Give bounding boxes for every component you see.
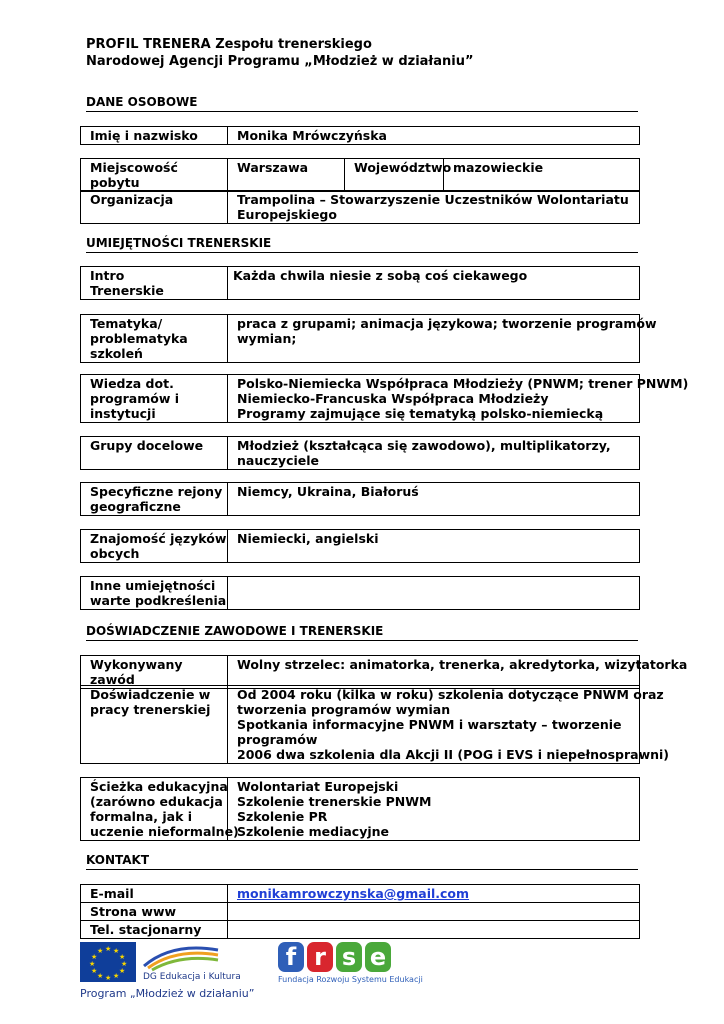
languages-value: Niemiecki, angielski xyxy=(228,530,640,563)
frse-caption: Fundacja Rozwoju Systemu Edukacji xyxy=(278,975,423,984)
other-skills-table xyxy=(80,576,640,610)
topics-label-line: Tematyka/ xyxy=(90,316,163,331)
training-line: 2006 dwa szkolenia dla Akcji II (POG i EVS i niepełnosprawni) xyxy=(237,747,670,762)
topics-line: praca z grupami; animacja językowa; tworzenie programów xyxy=(237,316,657,331)
province-label: Województwo xyxy=(345,159,444,192)
languages-table xyxy=(80,529,640,563)
city-value: Warszawa xyxy=(228,159,345,192)
intro-label-line: Intro xyxy=(90,268,125,283)
knowledge-line: Niemiecko-Francuska Współpraca Młodzieży xyxy=(237,391,549,406)
program-caption: Program „Młodzież w działaniu” xyxy=(80,987,255,1000)
organization-label: Organizacja xyxy=(81,191,228,224)
document-title-line-1: PROFIL TRENERA Zespołu trenerskiego xyxy=(86,37,372,52)
education-label xyxy=(81,778,239,841)
organization-value xyxy=(228,191,640,224)
section-heading-experience: DOŚWIADCZENIE ZAWODOWE I TRENERSKIE xyxy=(86,624,638,641)
training-line: programów xyxy=(237,732,318,747)
job-table xyxy=(80,655,688,689)
name-label: Imię i nazwisko xyxy=(81,127,228,145)
education-line: Szkolenie mediacyjne xyxy=(237,824,390,839)
regions-label-line: geograficzne xyxy=(90,499,181,514)
www-label: Strona www xyxy=(81,903,228,921)
training-label-line: Doświadczenie w xyxy=(90,687,211,702)
section-heading-contact: KONTAKT xyxy=(86,853,638,870)
eu-flag-logo: ★ ★ ★ ★ ★ ★ ★ ★ ★ ★ ★ ★ xyxy=(80,942,136,982)
training-value xyxy=(228,686,670,764)
section-heading-skills: UMIEJĘTNOŚCI TRENERSKIE xyxy=(86,236,638,253)
intro-label xyxy=(81,267,228,300)
languages-label-line: obcych xyxy=(90,546,140,561)
email-link[interactable]: monikamrowczynska@gmail.com xyxy=(237,886,470,901)
training-label xyxy=(81,686,228,764)
topics-table xyxy=(80,314,657,363)
www-value xyxy=(228,903,640,921)
regions-value: Niemcy, Ukraina, Białoruś xyxy=(228,483,640,516)
other-skills-value xyxy=(228,577,640,610)
education-line: Wolontariat Europejski xyxy=(237,779,399,794)
other-skills-label-line: Inne umiejętności xyxy=(90,578,216,593)
phone-label: Tel. stacjonarny xyxy=(81,921,228,939)
education-label-line: Ścieżka edukacyjna xyxy=(90,779,228,794)
dg-caption: DG Edukacja i Kultura xyxy=(143,972,241,982)
name-value: Monika Mrówczyńska xyxy=(228,127,640,145)
section-heading-personal: DANE OSOBOWE xyxy=(86,95,638,112)
other-skills-label xyxy=(81,577,228,610)
groups-value xyxy=(228,437,640,470)
email-label: E-mail xyxy=(81,885,228,903)
knowledge-line: Polsko-Niemiecka Współpraca Młodzieży (PNWM; trener PNWM) xyxy=(237,376,689,391)
topics-label-line: szkoleń xyxy=(90,346,143,361)
languages-label xyxy=(81,530,228,563)
regions-label-line: Specyficzne rejony xyxy=(90,484,223,499)
knowledge-label xyxy=(81,375,228,423)
frse-logo-s: s xyxy=(336,942,362,972)
education-label-line: (zarówno edukacja xyxy=(90,794,223,809)
intro-value: Każda chwila niesie z sobą coś ciekawego xyxy=(228,267,640,300)
job-value: Wolny strzelec: animatorka, trenerka, akredytorka, wizytatorka xyxy=(228,656,640,689)
knowledge-table xyxy=(80,374,689,423)
name-table xyxy=(80,126,640,145)
intro-table xyxy=(80,266,640,300)
knowledge-line: Programy zajmujące się tematyką polsko-niemiecką xyxy=(237,406,604,421)
regions-label xyxy=(81,483,228,516)
intro-label-line: Trenerskie xyxy=(90,283,164,298)
job-label: Wykonywany zawód xyxy=(81,656,228,689)
education-label-line: uczenie nieformalne) xyxy=(90,824,239,839)
knowledge-value xyxy=(228,375,689,423)
education-line: Szkolenie trenerskie PNWM xyxy=(237,794,432,809)
knowledge-label-line: programów i xyxy=(90,391,180,406)
organization-line: Europejskiego xyxy=(237,207,337,222)
education-value xyxy=(228,778,640,841)
knowledge-label-line: Wiedza dot. xyxy=(90,376,174,391)
topics-line: wymian; xyxy=(237,331,297,346)
contact-table xyxy=(80,884,640,939)
other-skills-label-line: warte podkreślenia xyxy=(90,593,227,608)
organization-table xyxy=(80,190,640,224)
frse-logo-r: r xyxy=(307,942,333,972)
city-label: Miejscowość pobytu xyxy=(81,159,228,192)
province-value: mazowieckie xyxy=(444,159,640,192)
topics-label xyxy=(81,315,228,363)
youth-in-action-logo xyxy=(142,944,220,970)
document-title-line-2: Narodowej Agencji Programu „Młodzież w działaniu” xyxy=(86,54,474,69)
training-line: Od 2004 roku (kilka w roku) szkolenia dotyczące PNWM oraz xyxy=(237,687,664,702)
groups-table xyxy=(80,436,640,470)
topics-label-line: problematyka xyxy=(90,331,188,346)
training-line: tworzenia programów wymian xyxy=(237,702,451,717)
location-table xyxy=(80,158,640,192)
regions-table xyxy=(80,482,640,516)
groups-label: Grupy docelowe xyxy=(81,437,228,470)
email-cell xyxy=(228,885,640,903)
languages-label-line: Znajomość języków xyxy=(90,531,227,546)
phone-value xyxy=(228,921,640,939)
education-line: Szkolenie PR xyxy=(237,809,328,824)
organization-line: Trampolina – Stowarzyszenie Uczestników Wolontariatu xyxy=(237,192,629,207)
training-table xyxy=(80,685,670,764)
training-line: Spotkania informacyjne PNWM i warsztaty – tworzenie xyxy=(237,717,622,732)
knowledge-label-line: instytucji xyxy=(90,406,156,421)
training-label-line: pracy trenerskiej xyxy=(90,702,211,717)
groups-line: Młodzież (kształcąca się zawodowo), multiplikatorzy, xyxy=(237,438,611,453)
frse-logo-f: f xyxy=(278,942,304,972)
frse-logo-e: e xyxy=(365,942,391,972)
topics-value xyxy=(228,315,657,363)
education-label-line: formalna, jak i xyxy=(90,809,193,824)
education-table xyxy=(80,777,640,841)
groups-line: nauczyciele xyxy=(237,453,320,468)
